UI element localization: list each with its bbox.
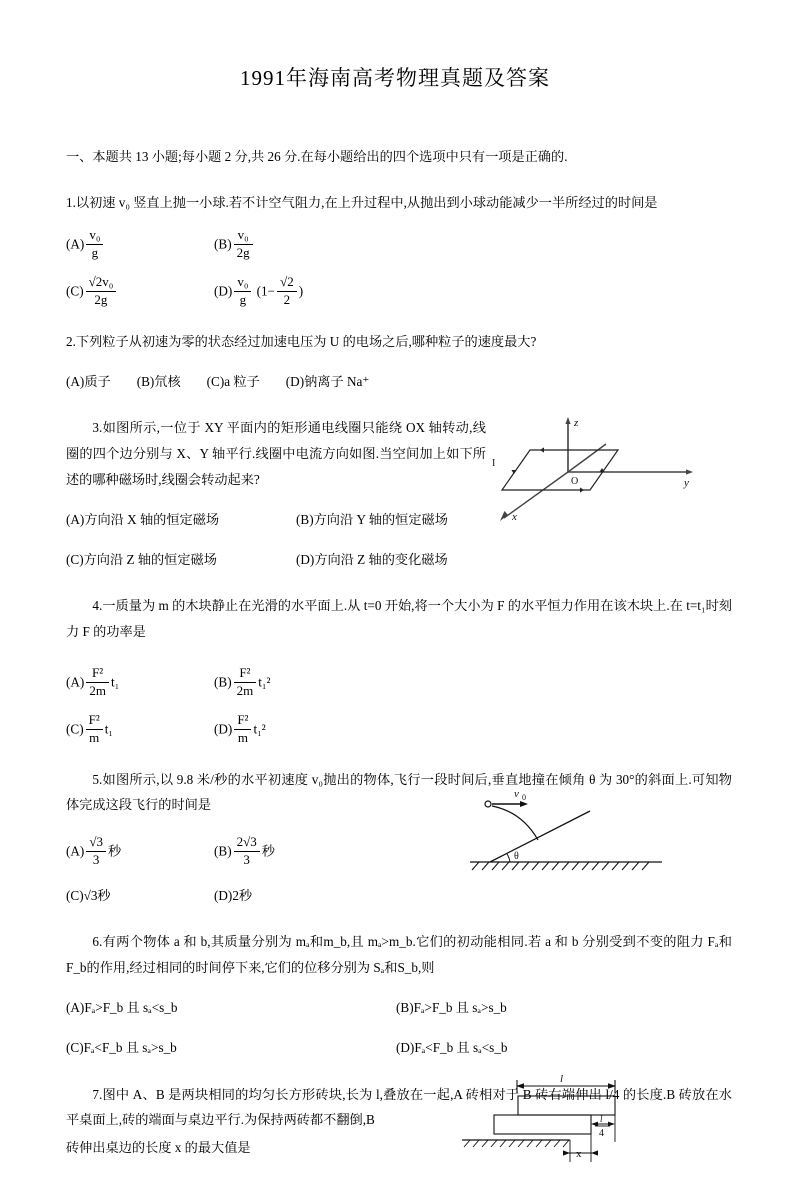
option-d-prefix: (1− [256,283,276,299]
question-1-option-a[interactable] [66,229,214,262]
option-d-label: (D) [214,721,233,737]
option-c-label: (C) [66,721,84,737]
fraction [277,275,297,308]
option-d-label: (D) [214,887,233,903]
fraction-denominator: g [239,292,247,308]
option-c-tail: t₁ [104,721,113,737]
question-6-stem [66,929,732,980]
question-3-option-d[interactable] [296,547,448,573]
fraction [234,835,260,868]
question-7-number: 7. [92,1086,103,1102]
question-5-options-row-2 [66,883,732,909]
option-b-text: Fₐ>F_b 且 sₐ>s_b [413,999,507,1015]
question-5-option-b[interactable] [214,836,414,869]
fraction-numerator: 2√3 [234,835,260,852]
option-d-text: 2秒 [232,887,253,903]
fraction [234,275,251,308]
fraction-numerator: F² [234,713,251,730]
question-3-option-a[interactable] [66,507,296,533]
option-a-text: 方向沿 X 轴的恒定磁场 [84,511,220,527]
option-b-label: (B) [214,843,232,859]
question-1-options-row-2 [66,276,732,309]
coil-axes-diagram [488,414,728,526]
question-2-text: 下列粒子从初速为零的状态经过加速电压为 U 的电场之后,哪种粒子的速度最大? [75,334,537,350]
svg-text:θ: θ [514,851,519,862]
fraction-denominator: 2g [236,245,250,261]
fraction [86,666,109,699]
question-6-option-b[interactable] [396,995,507,1021]
option-a-label: (A) [66,511,85,527]
page-title: 1991年海南高考物理真题及答案 [240,66,550,90]
question-6-option-a[interactable] [66,995,396,1021]
question-6-text: 有两个物体 a 和 b,其质量分别为 mₐ和m_b,且 mₐ>m_b.它们的初动能相同.若 a 和 b 分别受到不变的阻力 Fₐ和F_b的作用,经过相同的时间停下来,它们的位移分别为 Sₐ和S_b,则 [66,934,732,976]
question-4-option-b[interactable] [214,664,414,700]
question-3-stem [66,415,486,492]
question-1-option-c[interactable] [66,276,214,309]
question-2-option-d[interactable] [286,369,370,395]
svg-text:l: l [560,1074,564,1085]
question-4-options-row-2 [66,711,732,747]
question-2-stem [66,329,732,355]
option-d-tail: t₁² [253,721,266,737]
svg-text:O: O [571,476,579,487]
question-5-number: 5. [92,771,103,787]
document-page [0,62,790,1181]
svg-text:x: x [512,511,517,523]
question-3-options-row-2 [66,547,732,573]
option-c-label: (C) [206,373,225,389]
question-6-option-c[interactable] [66,1035,396,1061]
fraction [234,713,251,746]
option-d-label: (D) [396,1040,415,1056]
svg-text:z: z [574,417,579,429]
fraction-denominator: m [237,729,248,745]
option-d-label: (D) [296,551,315,567]
question-2-option-a[interactable] [66,369,111,395]
question-6-options-row-1 [66,995,732,1021]
option-c-text: √3秒 [83,887,111,903]
question-3-text: 如图所示,一位于 XY 平面内的矩形通电线圈只能绕 OX 轴转动,线圈的四个边分别与 X、Y 轴平行.线圈中电流方向如图.当空间加上如下所述的哪种磁场时,线圈会转动起来? [66,420,486,487]
stacked-bricks-diagram [460,1074,730,1178]
question-3-number: 3. [92,420,103,436]
option-a-label: (A) [66,843,85,859]
question-5-text: 如图所示,以 9.8 米/秒的水平初速度 v₀抛出的物体,飞行一段时间后,垂直地撞在倾角 θ 为 30°的斜面上.可知物体完成这段飞行的时间是 [66,771,732,813]
question-5-option-d[interactable] [214,883,414,909]
fraction-denominator: 3 [243,852,250,867]
fraction-denominator: 2 [283,292,291,308]
fraction [234,666,257,699]
option-c-text: Fₐ<F_b 且 sₐ>s_b [83,1040,177,1056]
fraction-numerator: √2 [277,275,297,292]
fraction-denominator: g [91,245,99,261]
question-2-number: 2. [66,334,76,350]
option-a-label: (A) [66,236,85,252]
fraction [234,228,253,261]
fraction-denominator: m [89,729,100,745]
option-b-label: (B) [396,999,414,1015]
fraction-numerator: √2v₀ [86,275,117,292]
option-b-label: (B) [136,373,155,389]
question-4-options-row-1 [66,664,732,700]
svg-text:x: x [576,1148,582,1160]
fraction [86,228,103,261]
question-1-stem [66,190,732,216]
option-a-label: (A) [66,999,85,1015]
question-2-options-row [66,369,732,395]
fraction [86,275,117,308]
question-2-option-b[interactable] [137,369,181,395]
option-d-text: 方向沿 Z 轴的变化磁场 [314,551,448,567]
option-a-label: (A) [66,674,85,690]
question-6-number: 6. [92,934,103,950]
question-4-option-a[interactable] [66,664,214,700]
option-c-text: 方向沿 Z 轴的恒定磁场 [83,551,217,567]
question-7-stem-tail: 砖伸出桌边的长度 x 的最大值是 [66,1140,251,1156]
question-7-text: 图中 A、B 是两块相同的均匀长方形砖块,长为 l,叠放在一起,A 砖相对于 B 砖右端伸出 l/4 的长度.B 砖放在水平桌面上,砖的端面与桌边平行.为保持两砖都不翻倒,B [66,1086,732,1128]
fraction-numerator: F² [234,666,257,683]
option-b-text: 方向沿 Y 轴的恒定磁场 [313,511,448,527]
question-3-option-c[interactable] [66,547,296,573]
option-d-tail: ) [298,283,304,299]
fraction-numerator: F² [86,666,109,683]
fraction-denominator: 2m [89,682,106,698]
fraction-numerator: v₀ [234,228,253,245]
fraction-numerator: v₀ [86,228,103,245]
option-a-tail: t₁ [110,674,120,690]
option-b-tail: t₁² [258,674,271,690]
fraction-denominator: 2m [236,682,254,698]
question-4-option-c[interactable] [66,711,214,747]
question-1-option-b[interactable] [214,229,414,262]
option-c-label: (C) [66,283,84,299]
option-b-label: (B) [296,511,314,527]
fraction-numerator: √3 [86,835,106,852]
option-c-label: (C) [66,887,84,903]
question-4-text: 一质量为 m 的木块静止在光滑的水平面上.从 t=0 开始,将一个大小为 F 的水平恒力作用在该木块上.在 t=t₁时刻力 F 的功率是 [66,598,732,640]
question-4-option-d[interactable] [214,711,414,747]
question-6-option-d[interactable] [396,1035,508,1061]
question-5-option-a[interactable] [66,836,214,869]
question-5-option-c[interactable] [66,883,214,909]
question-4-stem [66,593,732,644]
question-3-option-b[interactable] [296,507,448,533]
svg-text:I: I [492,458,496,469]
svg-text:4: 4 [599,1128,604,1139]
svg-text:l: l [600,1114,603,1124]
option-c-text: a 粒子 [224,373,260,389]
question-6-options-row-2 [66,1035,732,1061]
fraction-numerator: v₀ [234,275,251,292]
option-b-text: 氘核 [154,373,181,389]
fraction [86,713,103,746]
fraction-denominator: 2g [94,292,108,308]
option-b-tail: 秒 [261,843,275,859]
document-body [66,144,732,1161]
question-1-options-row-1 [66,229,732,262]
question-2-option-c[interactable] [207,369,260,395]
svg-text:v: v [514,788,519,800]
section-heading: 一、本题共 13 小题;每小题 2 分,共 26 分.在每小题给出的四个选项中只有一项是正确的. [66,149,568,164]
question-1-text: 以初速 v₀ 竖直上抛一小球.若不计空气阻力,在上升过程中,从抛出到小球动能减少一半所经过的时间是 [75,194,658,210]
option-d-text: 钠离子 Na⁺ [304,373,370,389]
fraction-denominator: 3 [92,852,100,867]
svg-text:y: y [684,477,689,489]
question-1-number: 1. [66,194,76,210]
option-a-label: (A) [66,373,85,389]
question-4-number: 4. [92,598,103,614]
option-a-tail: 秒 [107,843,122,859]
projectile-incline-diagram [462,784,722,882]
option-a-text: 质子 [84,373,111,389]
option-b-label: (B) [214,236,232,252]
option-c-label: (C) [66,1040,84,1056]
option-d-label: (D) [214,283,233,299]
option-b-label: (B) [214,674,232,690]
option-a-text: Fₐ>F_b 且 sₐ<s_b [84,999,178,1015]
option-d-text: Fₐ<F_b 且 sₐ<s_b [414,1040,508,1056]
option-c-label: (C) [66,551,84,567]
option-d-label: (D) [285,373,305,389]
fraction-numerator: F² [86,713,103,730]
svg-text:0: 0 [522,793,526,802]
question-1-option-d[interactable] [214,276,414,309]
fraction [86,835,106,868]
